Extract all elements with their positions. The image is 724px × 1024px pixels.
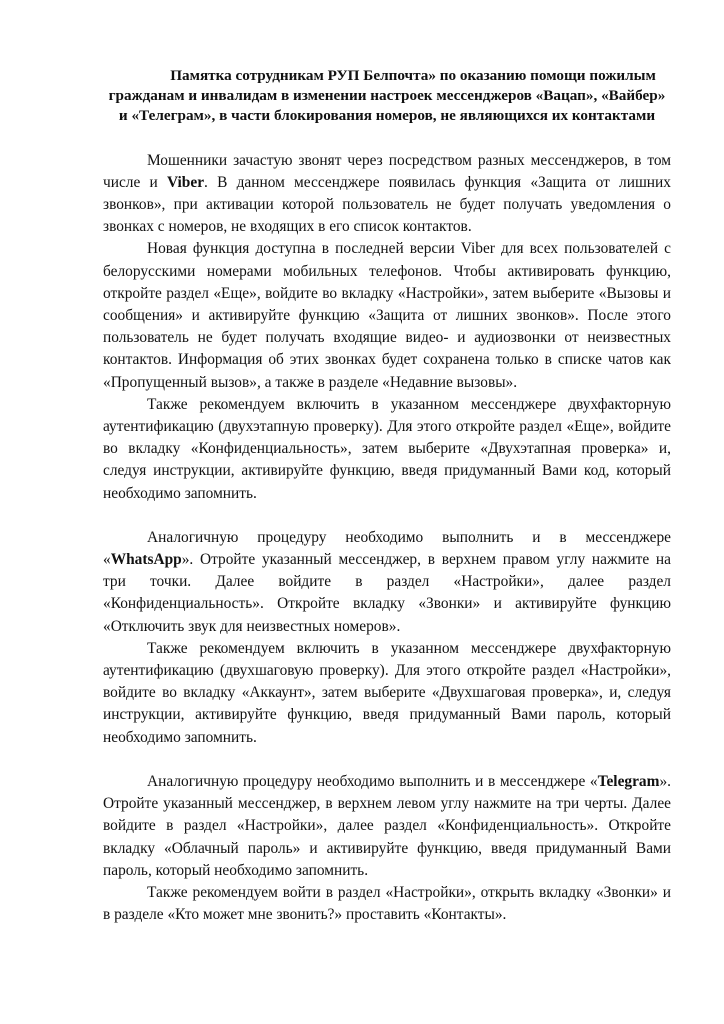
viber-paragraph-1 <box>103 150 671 239</box>
text-run: . В данном мессенджере появилась функция «Защита от лишних звонков», при активации которой пользователь не будет получать уведомления о звонках с номеров, не входящих в его список контактов. <box>103 173 671 236</box>
whatsapp-paragraph-2: Также рекомендуем включить в указанном мессенджере двухфакторную аутентификацию (двухшаговую проверку). Для этого откройте раздел «Настройки», войдите во вкладку «Аккаунт», затем выберите «Двухшаговая проверка», и, следуя инструкции, активируйте функцию, введя придуманный Вами пароль, который необходимо запомнить. <box>103 639 671 746</box>
app-name-whatsapp: WhatsApp <box>110 551 182 569</box>
text-run: Аналогичную процедуру необходимо выполнить и в мессенджере « <box>147 772 598 790</box>
document-page <box>103 66 671 926</box>
text-run: ». Отройте указанный мессенджер, в верхнем правом углу нажмите на три точки. Далее войдите в раздел «Настройки», далее раздел «Конфиденциальность». Откройте вкладку «Звонки» и активируйте функцию «Отключить звук для неизвестных номеров». <box>103 551 671 635</box>
app-name-telegram: Telegram <box>597 772 660 790</box>
telegram-paragraph-1 <box>103 771 671 882</box>
text-run: Мошенники зачастую звонят через посредством разных мессенджеров, в том числе и <box>103 151 671 191</box>
text-run: Аналогичную процедуру необходимо выполнить и в мессенджере « <box>103 528 671 569</box>
viber-paragraph-2: Новая функция доступна в последней версии Viber для всех пользователей с белорусскими номерами мобильных телефонов. Чтобы активировать функцию, откройте раздел «Еще», войдите во вкладку «Настройки», затем выберите «Вызовы и сообщения» и активируйте функцию «Защита от лишних звонков». После этого пользователь не будет получать входящие видео- и аудиозвонки от неизвестных контактов. Информация об этих звонках будет сохранена только в списке чатов как «Пропущенный вызов», а также в разделе «Недавние вызовы». <box>103 240 671 391</box>
telegram-paragraph-2: Также рекомендуем войти в раздел «Настройки», открыть вкладку «Звонки» и в разделе «Кто может мне звонить?» проставить «Контакты». <box>103 883 671 924</box>
viber-paragraph-3: Также рекомендуем включить в указанном мессенджере двухфакторную аутентификацию (двухэтапную проверку). Для этого откройте раздел «Еще», войдите во вкладку «Конфиденциальность», затем выберите «Двухэтапная проверка» и, следуя инструкции, активируйте функцию, введя придуманный Вами код, который необходимо запомнить. <box>103 395 671 502</box>
document-title: Памятка сотрудникам РУП Белпочта» по оказанию помощи пожилым гражданам и инвалидам в изменении настроек мессенджеров «Вацап», «Вайбер» и «Телеграм», в части блокирования номеров, не являющихся их контактами <box>108 67 666 125</box>
app-name-viber: Viber <box>166 173 205 191</box>
text-run: ». Отройте указанный мессенджер, в верхнем левом углу нажмите на три черты. Далее войдите в раздел «Настройки», далее раздел «Конфиденциальность». Откройте вкладку «Облачный пароль» и активируйте функцию, введя придуманный Вами пароль, который необходимо запомнить. <box>103 772 671 879</box>
whatsapp-paragraph-1 <box>103 527 671 638</box>
